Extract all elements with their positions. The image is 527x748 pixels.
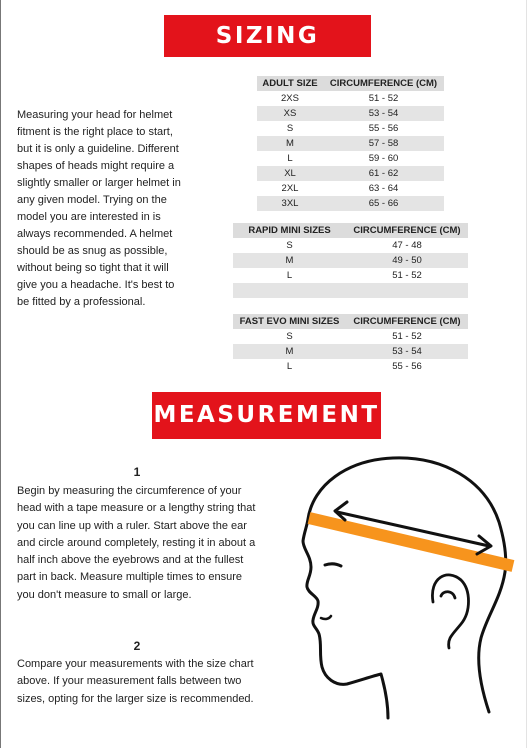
- table-row: [233, 359, 468, 374]
- table-row: [233, 238, 468, 253]
- size-cell: S: [286, 240, 293, 251]
- size-cell: M: [233, 344, 346, 359]
- column-header: CIRCUMFERENCE (CM): [323, 76, 444, 91]
- table-row: [257, 106, 444, 121]
- size-cell: L: [286, 361, 293, 372]
- table-row: [257, 91, 444, 106]
- column-header: RAPID MINI SIZES: [233, 223, 346, 238]
- table-row: [257, 121, 444, 136]
- size-cell: L: [286, 270, 293, 281]
- size-cell: L: [287, 153, 293, 164]
- table-header-row: [233, 314, 468, 329]
- column-header: CIRCUMFERENCE (CM): [346, 314, 468, 329]
- circumference-cell: 55 - 56: [368, 123, 399, 134]
- size-cell: M: [233, 253, 346, 268]
- circumference-cell: 53 - 54: [346, 344, 468, 359]
- table-row: [233, 253, 468, 268]
- column-header: FAST EVO MINI SIZES: [233, 314, 346, 329]
- circumference-cell: 63 - 64: [368, 183, 399, 194]
- circumference-cell: 51 - 52: [392, 331, 422, 342]
- table-row: [233, 344, 468, 359]
- rapid-mini-size-table: [233, 223, 468, 298]
- size-cell: 2XL: [281, 183, 299, 194]
- circumference-cell: 51 - 52: [392, 270, 422, 281]
- eyebrow-mark: [325, 564, 341, 566]
- table-header-row: [257, 76, 444, 91]
- nostril-mark: [321, 616, 331, 619]
- circumference-cell: 59 - 60: [368, 153, 399, 164]
- table-row: [257, 151, 444, 166]
- table-header-row: [233, 223, 468, 238]
- size-cell: M: [257, 136, 323, 151]
- size-cell: XL: [257, 166, 323, 181]
- size-cell: 2XS: [281, 93, 299, 104]
- page-edge-left: [0, 0, 1, 748]
- sizing-banner: SIZING: [164, 15, 371, 57]
- step-1-number: 1: [133, 465, 141, 479]
- table-row: [257, 196, 444, 211]
- size-cell: 3XL: [257, 196, 323, 211]
- table-row: [257, 181, 444, 196]
- table-row: [233, 283, 468, 298]
- circumference-cell: 49 - 50: [346, 253, 468, 268]
- intro-paragraph: Measuring your head for helmet fitment is the right place to start, but it is only a guideline. Different shapes of heads might require a slightly smaller or larger helmet in any given model. Trying on the model you are interested in is always recommended. A helmet should be as snug as possible, without being so tight that it will give you a headache. It's best to be fitted by a professional.: [17, 109, 181, 308]
- ear-icon: [432, 575, 468, 648]
- circumference-cell: 61 - 62: [323, 166, 444, 181]
- circumference-cell: 53 - 54: [323, 106, 444, 121]
- head-profile-icon: [285, 450, 517, 724]
- size-cell: S: [286, 331, 293, 342]
- circumference-cell: 57 - 58: [323, 136, 444, 151]
- tape-band-icon: [309, 518, 513, 566]
- circumference-cell: 51 - 52: [368, 93, 399, 104]
- circumference-cell: 47 - 48: [392, 240, 422, 251]
- table-row: [233, 329, 468, 344]
- size-cell: [233, 283, 346, 298]
- fast-evo-mini-size-table: [233, 314, 468, 374]
- column-header: CIRCUMFERENCE (CM): [346, 223, 468, 238]
- step-2-number: 2: [133, 639, 141, 653]
- measurement-banner: MEASUREMENT: [152, 392, 381, 439]
- circumference-cell: 65 - 66: [323, 196, 444, 211]
- step-2-instructions: Compare your measurements with the size chart above. If your measurement falls between two sizes, opting for the larger size is recommended.: [17, 658, 254, 705]
- circumference-cell: 55 - 56: [392, 361, 422, 372]
- size-cell: XS: [257, 106, 323, 121]
- circumference-cell: [346, 283, 468, 298]
- size-cell: S: [286, 123, 294, 134]
- step-1-instructions: Begin by measuring the circumference of your head with a tape measure or a lengthy string that you can line up with a ruler. Start above the ear and circle around completely, resting it in about a half inch above the eyebrows and at the fullest part in back. Measure multiple times to ensure you don't measure to small or large.: [17, 485, 256, 601]
- table-row: [257, 136, 444, 151]
- head-outline: [303, 458, 506, 718]
- table-row: [257, 166, 444, 181]
- column-header: ADULT SIZE: [257, 76, 323, 91]
- adult-size-table: [257, 76, 444, 211]
- table-row: [233, 268, 468, 283]
